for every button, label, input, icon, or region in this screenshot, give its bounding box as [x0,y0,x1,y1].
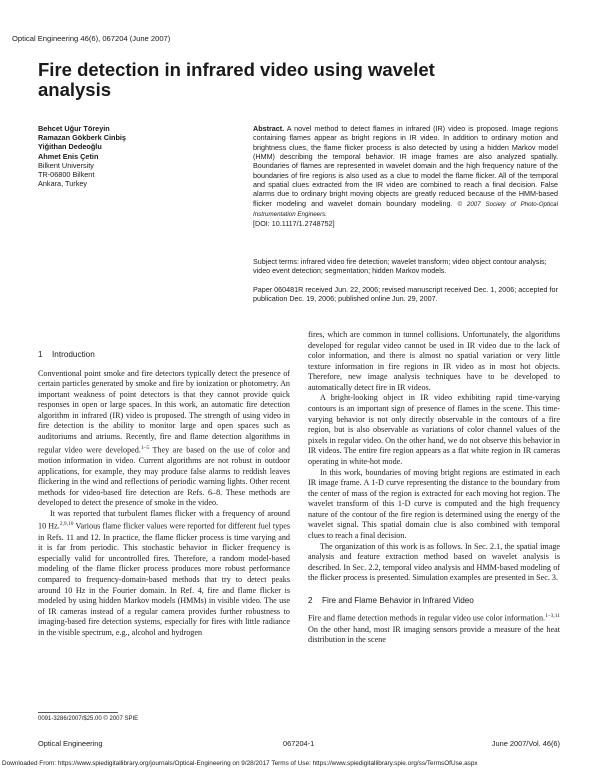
author-name: Ramazan Gökberk Cinbiş [38,133,126,143]
paper-history: Paper 060481R received Jun. 22, 2006; revised manuscript received Dec. 1, 2006; accepted for publication Dec. 19, 2006; published online Jun. 29, 2007. [253,285,558,304]
author-name: Yiğithan Dedeoğlu [38,142,102,152]
paragraph-text: Fire and flame detection methods in regular video use color information. [308,614,546,624]
paragraph [308,611,560,645]
author-block [38,124,248,188]
paragraph-text: Conventional point smoke and fire detectors typically detect the presence of certain particles generated by smoke and fire by ionization or photometry. An important weakness of point detectors is that they cannot provide quick responses in open or large spaces. In this work, an automatic fire detection algorithm in infrared (IR) video is proposed. The strength of using video in fire detection is the ability to monitor large and open spaces such as auditoriums and atriums. Recently, fire and flame detection algorithms in regular video were developed. [38,368,290,455]
paragraph [38,369,290,509]
section-heading [308,596,560,607]
section-title: Introduction [52,350,95,359]
left-column [38,350,290,638]
section-number: 2 [308,595,313,605]
right-column [308,330,560,646]
paragraph: fires, which are common in tunnel collisions. Unfortunately, the algorithms developed for regular video cannot be used in IR video due to the lack of color information, and there is almost no spatial variation or very little texture information in fire regions in IR video as in most hot objects. Therefore, new image analysis techniques have to be developed to automatically detect fire in IR videos. [308,330,560,392]
footer-journal: Optical Engineering [38,739,103,748]
footer-page-number: 067204-1 [283,739,315,748]
subject-terms: Subject terms: infrared video fire detection; wavelet transform; video object contour analysis; video event detection; segmentation; hidden Markov models. [253,257,547,276]
footnote-rule [38,712,118,713]
paragraph: In this work, boundaries of moving bright regions are estimated in each IR image frame. A 1-D curve representing the distance to the boundary from the center of mass of the region is extracted for each moving hot region. The wavelet transform of this 1-D curve is computed and the high frequency nature of the contour of the fire region is determined using the energy of the wavelet signal. This spatial domain clue is also combined with temporal clues to reach a final decision. [308,467,560,540]
abstract-heading: Abstract. [253,124,285,133]
footer-issue: June 2007/Vol. 46(6) [491,739,560,748]
section-heading [38,350,290,361]
footnote: 0091-3286/2007/$25.00 © 2007 SPIE [38,716,139,722]
section-number: 1 [38,350,43,359]
affiliation-line: Ankara, Turkey [38,179,88,189]
citation: 1–5 [140,444,150,451]
paragraph: The organization of this work is as follows. In Sec. 2.1, the spatial image analysis and feature extraction method based on wavelet analysis is described. In Sec. 2.2, temporal video analysis and HMM-based modeling of the flicker process is presented. Simulation examples are presented in Sec. 3. [308,541,560,583]
author-name: Behcet Uğur Töreyin [38,124,110,133]
abstract [253,124,558,229]
citation: 2,9,10 [59,521,74,528]
abstract-text: A novel method to detect flames in infrared (IR) video is proposed. Image regions containing flames appear as bright regions in IR video. In addition to ordinary motion and brightness clues, the flame flicker process is also detected by using a hidden Markov model (HMM) describing the temporal behavior. IR image frames are also analyzed spatially. Boundaries of flames are represented in wavelet domain and the high frequency nature of the boundaries of fire regions is also used as a clue to model the flame flicker. All of the temporal and spatial clues extracted from the IR video are combined to reach a final decision. False alarms due to ordinary bright moving objects are greatly reduced because of the HMM-based flicker modeling and wavelet domain boundary modeling. [253,124,558,208]
paragraph-text: On the other hand, most IR imaging sensors provide a measure of the heat distribution in the scene [308,624,560,645]
section-title: Fire and Flame Behavior in Infrared Video [322,595,474,605]
paragraph: A bright-looking object in IR video exhibiting rapid time-varying contours is an important sign of presence of flames in the scene. This time-varying behavior is not only directly observable in the contours of a fire region, but is also observable as variations of color channel values of the pixels in regular video. On the other hand, we do not observe this behavior in IR videos. The entire fire region appears as a flat white region in IR cameras operating in white-hot mode. [308,393,560,466]
download-notice: Downloaded From: https://www.spiedigitallibrary.org/journals/Optical-Engineering on 9/28/2017 Terms of Use: https://www.spiedigitallibrary.spie.org/ss/TermsOfUse.aspx [2,760,478,767]
paper-title: Fire detection in infrared video using wavelet analysis [38,59,435,100]
affiliation-line: TR-06800 Bilkent [38,170,95,180]
affiliation-line: Bilkent University [38,160,94,170]
journal-header: Optical Engineering 46(6), 067204 (June 2007) [12,34,171,43]
author-name: Ahmet Enis Çetin [38,151,99,161]
copyright-notice: © 2007 Society of Photo-Optical Instrumentation Engineers. [253,200,558,219]
paragraph-text: Various flame flicker values were reported for different fuel types in Refs. 11 and 12. In practice, the flame flicker process is time varying and it is far from periodic. This stochastic behavior in flicker frequency is especially valid for uncontrolled fires. Therefore, a random model-based modeling of the flame flicker process produces more robust performance compared to frequency-domain-based methods that try to detect peaks around 10 Hz in the Fourier domain. In Ref. 4, fire and flame flicker is modeled by using hidden Markov models (HMMs) in visible video. The use of IR cameras instead of a regular camera provides further robustness to imaging-based fire detection systems, especially for fires with little radiance in the visible spectrum, e.g., alcohol and hydrogen [38,522,290,637]
paragraph-text: They are based on the use of color and motion information in video. Current algorithms are not robust in outdoor applications, for example, they may produce false alarms to reddish leaves flickering in the wind and reflections of periodic warning lights. Other recent methods for video-based fire detection are Refs. 6–8. These methods are developed to detect the presence of smoke in the video. [38,445,290,508]
citation: 1–3,11 [545,613,560,620]
doi: [DOI: 10.1117/1.2748752] [253,219,335,229]
paragraph-text: It was reported that turbulent flames flicker with a frequency of around 10 Hz. [38,508,290,532]
paragraph [38,509,290,639]
